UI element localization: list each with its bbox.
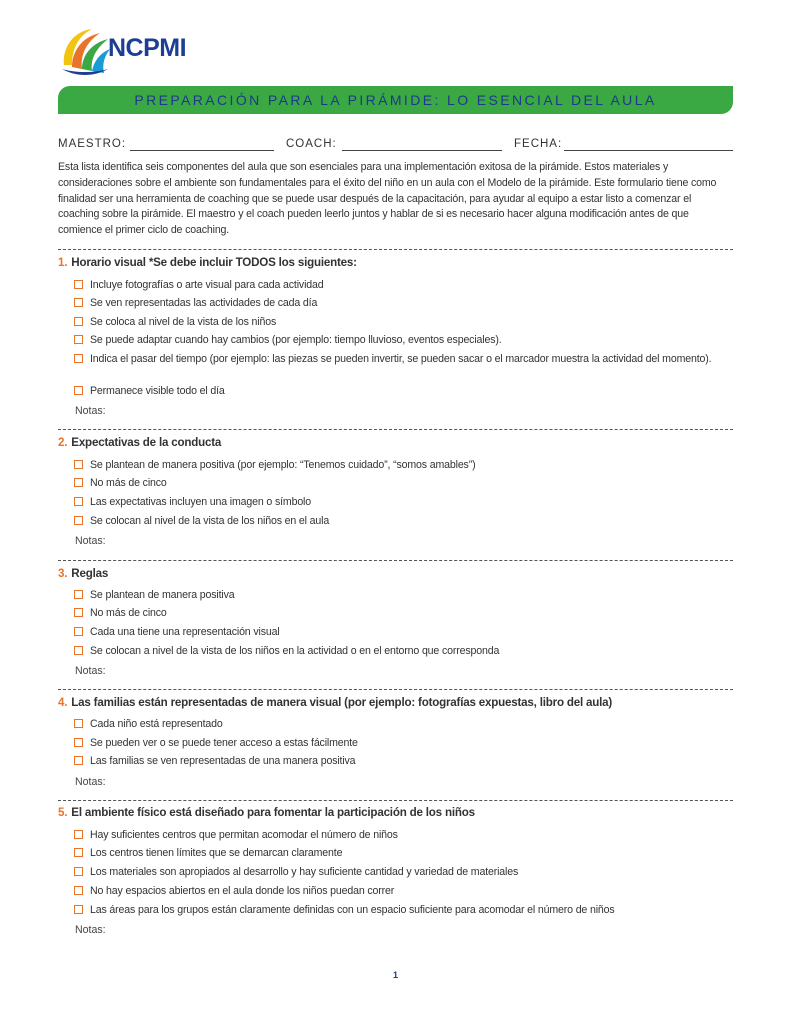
checklist-item[interactable]: Se plantean de manera positiva (por ejemplo: “Tenemos cuidado”, “somos amables”)	[74, 458, 724, 472]
section-separator	[58, 429, 733, 430]
page-number: 1	[392, 970, 398, 980]
section-title	[58, 806, 475, 819]
ncpmi-logo	[58, 25, 208, 77]
section-title	[58, 696, 612, 709]
checklist-item[interactable]: No más de cinco	[74, 606, 724, 620]
notes-label: Notas:	[75, 665, 106, 677]
section-title-text: Horario visual *Se debe incluir TODOS los siguientes:	[71, 256, 357, 269]
section-separator	[58, 249, 733, 250]
date-line	[564, 150, 733, 151]
section-number: 1.	[58, 256, 68, 269]
logo-swoosh-icon	[58, 25, 110, 77]
notes-label: Notas:	[75, 405, 106, 417]
section-title	[58, 436, 221, 449]
checklist-item[interactable]: Incluye fotografías o arte visual para cada actividad	[74, 278, 724, 292]
checklist-item[interactable]: Las familias se ven representadas de una manera positiva	[74, 754, 724, 768]
coach-field	[286, 138, 337, 150]
section-number: 3.	[58, 567, 68, 580]
checkbox-icon[interactable]	[74, 460, 83, 469]
checkbox-icon[interactable]	[74, 280, 83, 289]
section-title	[58, 256, 357, 269]
checklist-item[interactable]: Se colocan a nivel de la vista de los niños en la actividad o en el entorno que corresponda	[74, 644, 724, 658]
checkbox-icon[interactable]	[74, 830, 83, 839]
teacher-field	[58, 138, 126, 150]
checklist-item[interactable]: Se coloca al nivel de la vista de los niños	[74, 315, 724, 329]
teacher-line	[130, 150, 274, 151]
checklist-item[interactable]: Indica el pasar del tiempo (por ejemplo: las piezas se pueden invertir, se pueden sacar o el marcador muestra la actividad del momento).	[74, 352, 724, 366]
checklist-item[interactable]: Se ven representadas las actividades de cada día	[74, 296, 724, 310]
checklist-item[interactable]: Los materiales son apropiados al desarrollo y hay suficiente cantidad y variedad de materiales	[74, 865, 724, 879]
checklist-item[interactable]: Hay suficientes centros que permitan acomodar el número de niños	[74, 828, 724, 842]
checklist-item[interactable]: No más de cinco	[74, 476, 724, 490]
coach-line	[342, 150, 502, 151]
checkbox-icon[interactable]	[74, 335, 83, 344]
checklist-item[interactable]: Se puede adaptar cuando hay cambios (por ejemplo: tiempo lluvioso, eventos especiales).	[74, 333, 724, 347]
title-banner	[58, 86, 733, 114]
checkbox-icon[interactable]	[74, 478, 83, 487]
checklist-item[interactable]: Cada niño está representado	[74, 717, 724, 731]
checkbox-icon[interactable]	[74, 848, 83, 857]
checkbox-icon[interactable]	[74, 298, 83, 307]
checkbox-icon[interactable]	[74, 386, 83, 395]
notes-label: Notas:	[75, 535, 106, 547]
checkbox-icon[interactable]	[74, 516, 83, 525]
notes-label: Notas:	[75, 924, 106, 936]
logo-text: NCPMI	[108, 34, 187, 62]
checkbox-icon[interactable]	[74, 738, 83, 747]
section-separator	[58, 560, 733, 561]
checkbox-icon[interactable]	[74, 497, 83, 506]
section-separator	[58, 800, 733, 801]
checkbox-icon[interactable]	[74, 627, 83, 636]
checkbox-icon[interactable]	[74, 905, 83, 914]
date-field	[514, 138, 562, 150]
checklist-item[interactable]: Se pueden ver o se puede tener acceso a estas fácilmente	[74, 736, 724, 750]
checklist-item[interactable]: Cada una tiene una representación visual	[74, 625, 724, 639]
section-title-text: Reglas	[71, 567, 109, 580]
section-title-text: El ambiente físico está diseñado para fomentar la participación de los niños	[71, 806, 475, 819]
checkbox-icon[interactable]	[74, 590, 83, 599]
checklist-item[interactable]: Las áreas para los grupos están claramente definidas con un espacio suficiente para acomodar el número de niños	[74, 903, 724, 917]
coach-label: COACH:	[286, 138, 337, 150]
date-label: FECHA:	[514, 138, 563, 150]
checklist-item[interactable]: Permanece visible todo el día	[74, 384, 724, 398]
checkbox-icon[interactable]	[74, 756, 83, 765]
checkbox-icon[interactable]	[74, 608, 83, 617]
teacher-label: MAESTRO:	[58, 138, 127, 150]
section-separator	[58, 689, 733, 690]
checklist-item[interactable]: No hay espacios abiertos en el aula donde los niños puedan correr	[74, 884, 724, 898]
checklist-item[interactable]: Los centros tienen límites que se demarcan claramente	[74, 846, 724, 860]
intro-paragraph: Esta lista identifica seis componentes del aula que son esenciales para una implementación exitosa de la pirámide. Estos materiales y consideraciones sobre el ambiente son fundamentales para el éxito del niño en un aula con el Modelo de la pirámide. Este formulario tiene como finalidad ser una herramienta de coaching que se puede usar después de la capacitación, para ayudar al equipo a estar listo a comenzar el coaching sobre la pirámide. El maestro y el coach pueden leerlo juntos y hablar de si es necesario hacer alguna modificación antes de que comience el primer ciclo de coaching.	[58, 161, 717, 237]
checklist-item[interactable]: Las expectativas incluyen una imagen o símbolo	[74, 495, 724, 509]
checkbox-icon[interactable]	[74, 317, 83, 326]
checkbox-icon[interactable]	[74, 719, 83, 728]
section-number: 2.	[58, 436, 68, 449]
checkbox-icon[interactable]	[74, 886, 83, 895]
section-title-text: Las familias están representadas de manera visual (por ejemplo: fotografías expuestas, libro del aula)	[71, 696, 613, 709]
section-title-text: Expectativas de la conducta	[71, 436, 222, 449]
notes-label: Notas:	[75, 776, 106, 788]
checklist-item[interactable]: Se plantean de manera positiva	[74, 588, 724, 602]
section-number: 5.	[58, 806, 68, 819]
checkbox-icon[interactable]	[74, 354, 83, 363]
header-fields	[58, 138, 733, 154]
checkbox-icon[interactable]	[74, 646, 83, 655]
section-number: 4.	[58, 696, 68, 709]
page-title: PREPARACIÓN PARA LA PIRÁMIDE: LO ESENCIAL DEL AULA	[134, 92, 657, 108]
checklist-item[interactable]: Se colocan al nivel de la vista de los niños en el aula	[74, 514, 724, 528]
section-title	[58, 567, 108, 580]
checkbox-icon[interactable]	[74, 867, 83, 876]
